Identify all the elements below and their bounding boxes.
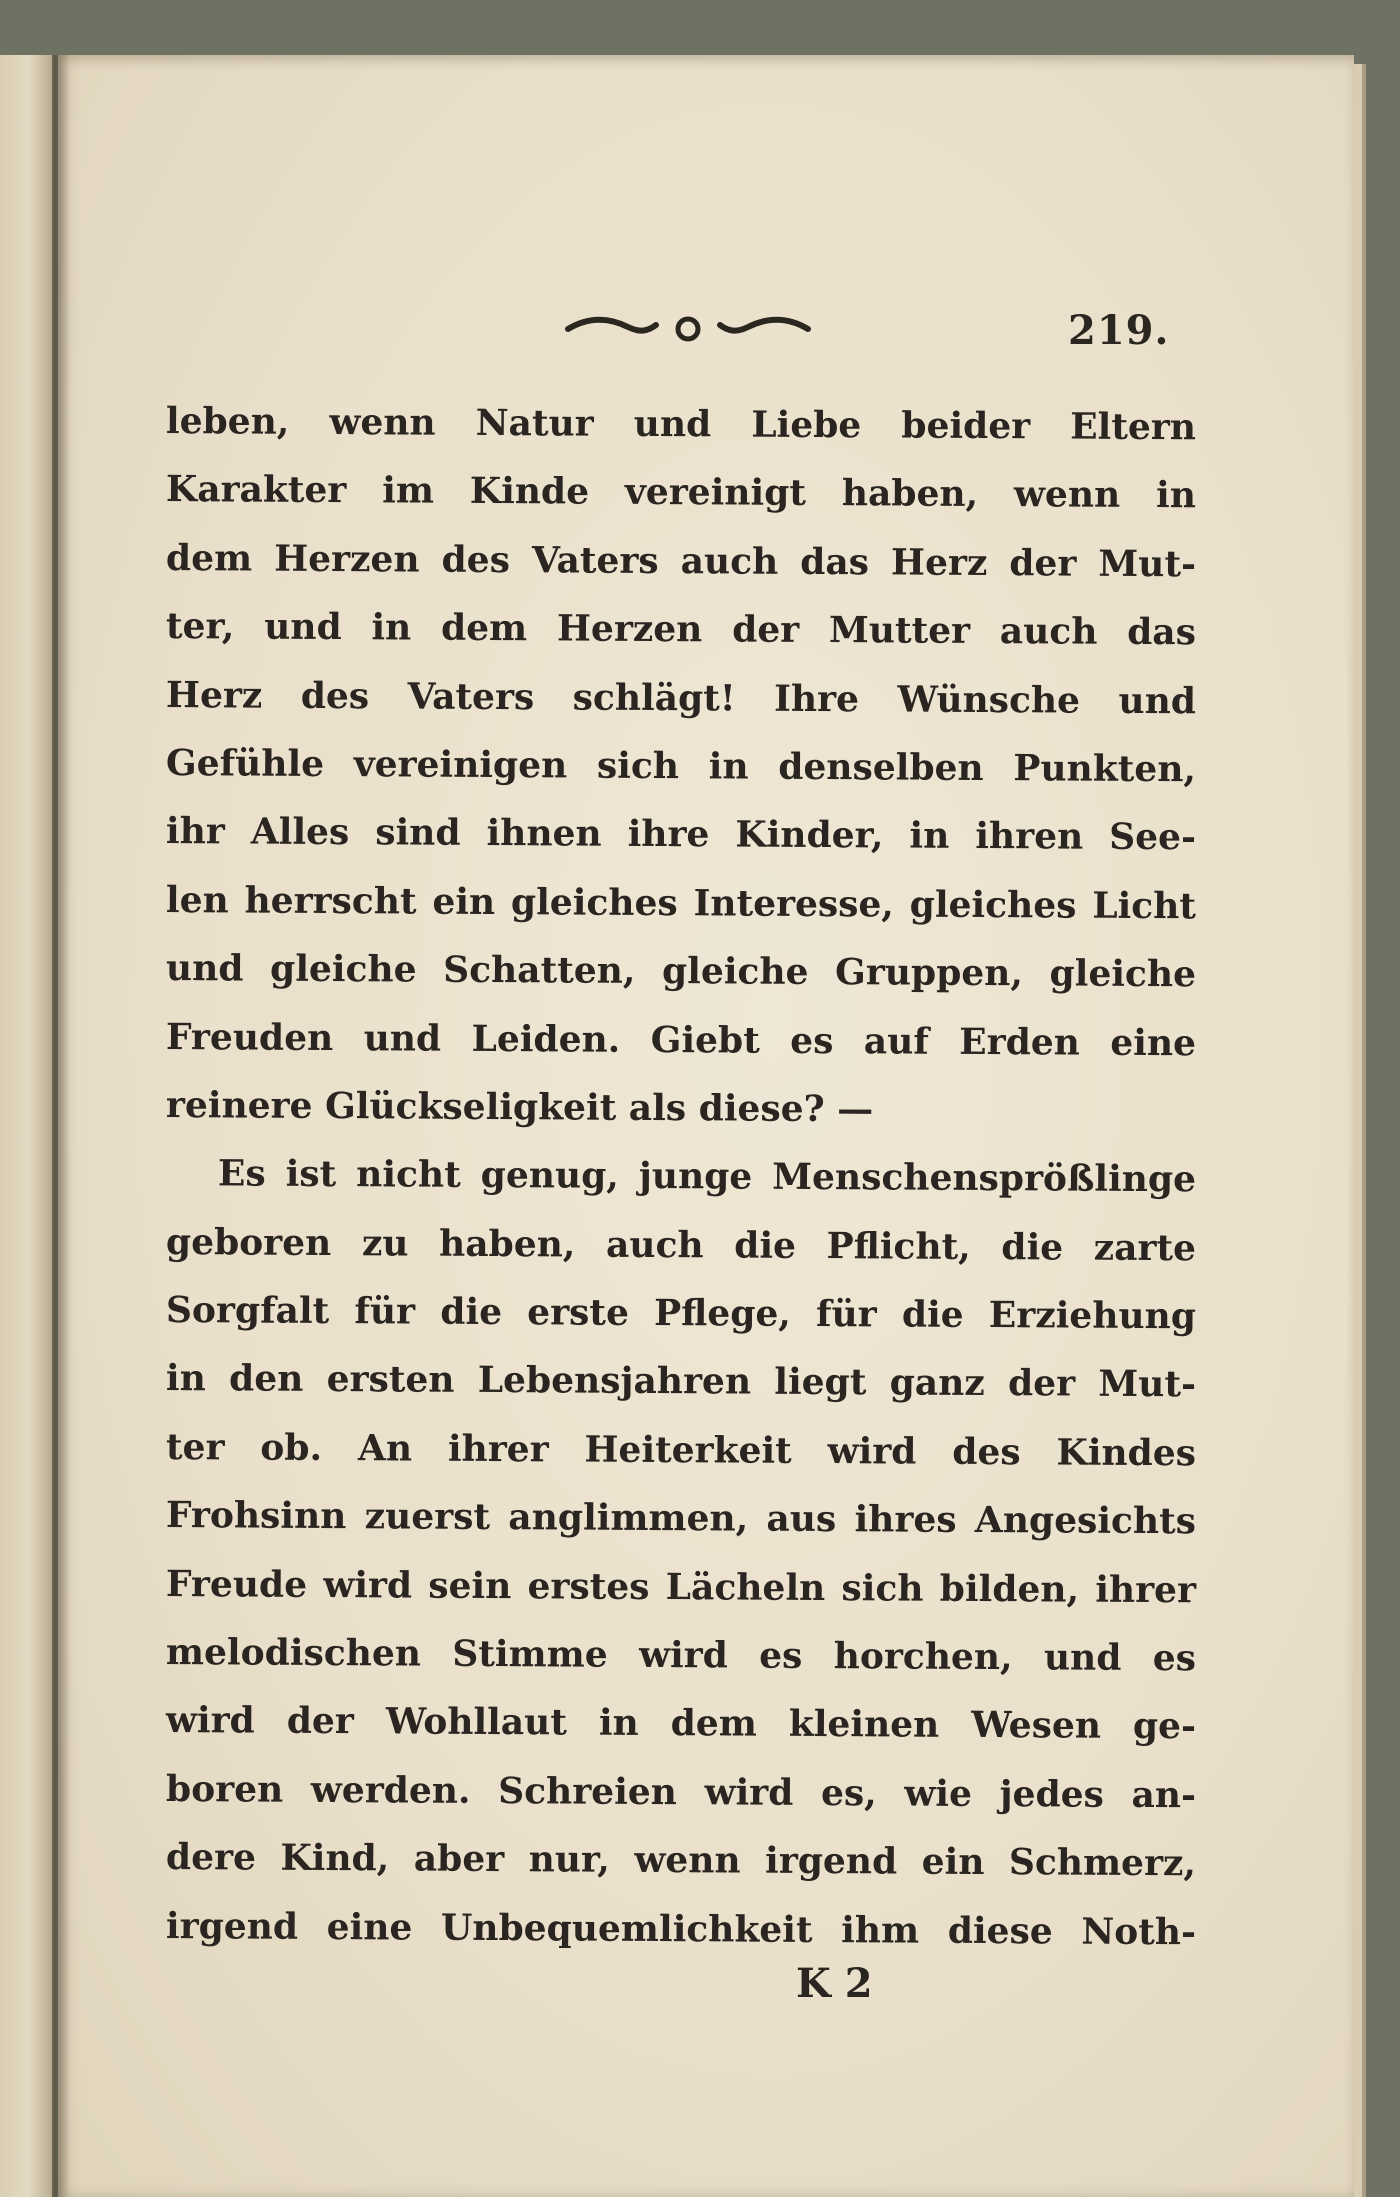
text-line: geboren zu haben, auch die Pflicht, die zarte [165, 1220, 1197, 1269]
text-line: Frohsinn zuerst anglimmen, aus ihres Angesichts [165, 1494, 1197, 1543]
text-line: len herrscht ein gleiches Interesse, gleiches Licht [165, 878, 1197, 928]
text-line: Herz des Vaters schlägt! Ihre Wünsche und [165, 673, 1197, 722]
text-line: wird der Wohllaut in dem kleinen Wesen ge- [165, 1699, 1197, 1748]
text-line: Gefühle vereinigen sich in denselben Punkten, [165, 741, 1197, 791]
text-line: boren werden. Schreien wird es, wie jedes an- [165, 1767, 1197, 1817]
text-line: reinere Glückseligkeit als diese? — [165, 1083, 874, 1131]
spine-shadow [52, 55, 70, 2197]
facing-page-edge [0, 55, 54, 2197]
text-line: ihr Alles sind ihnen ihre Kinder, in ihren See- [165, 810, 1197, 859]
signature-mark: K 2 [796, 1960, 873, 2007]
text-line: in den ersten Lebensjahren liegt ganz der Mut- [165, 1357, 1197, 1406]
text-line-paragraph-start: Es ist nicht genug, junge Menschensprößlinge [217, 1152, 1197, 1201]
text-line: dem Herzen des Vaters auch das Herz der Mut- [165, 536, 1197, 586]
text-line: Freude wird sein erstes Lächeln sich bilden, ihrer [165, 1562, 1197, 1611]
text-line: Freuden und Leiden. Giebt es auf Erden eine [165, 1015, 1197, 1064]
header-ornament [548, 303, 828, 353]
text-line: dere Kind, aber nur, wenn irgend ein Schmerz, [165, 1836, 1197, 1885]
book-page [58, 55, 1354, 2197]
text-line: irgend eine Unbequemlichkeit ihm diese Noth- [165, 1904, 1197, 1953]
page-number: 219. [1068, 307, 1170, 354]
text-line: ter ob. An ihrer Heiterkeit wird des Kindes [165, 1425, 1197, 1475]
text-line: Karakter im Kinde vereinigt haben, wenn in [165, 468, 1197, 517]
text-line: leben, wenn Natur und Liebe beider Eltern [165, 400, 1197, 449]
text-line: ter, und in dem Herzen der Mutter auch das [165, 605, 1197, 654]
running-header [58, 303, 1354, 363]
text-line: melodischen Stimme wird es horchen, und es [165, 1631, 1197, 1680]
text-line: Sorgfalt für die erste Pflege, für die Erziehung [165, 1289, 1197, 1338]
body-text [166, 387, 1196, 1960]
text-line: und gleiche Schatten, gleiche Gruppen, gleiche [165, 947, 1197, 996]
